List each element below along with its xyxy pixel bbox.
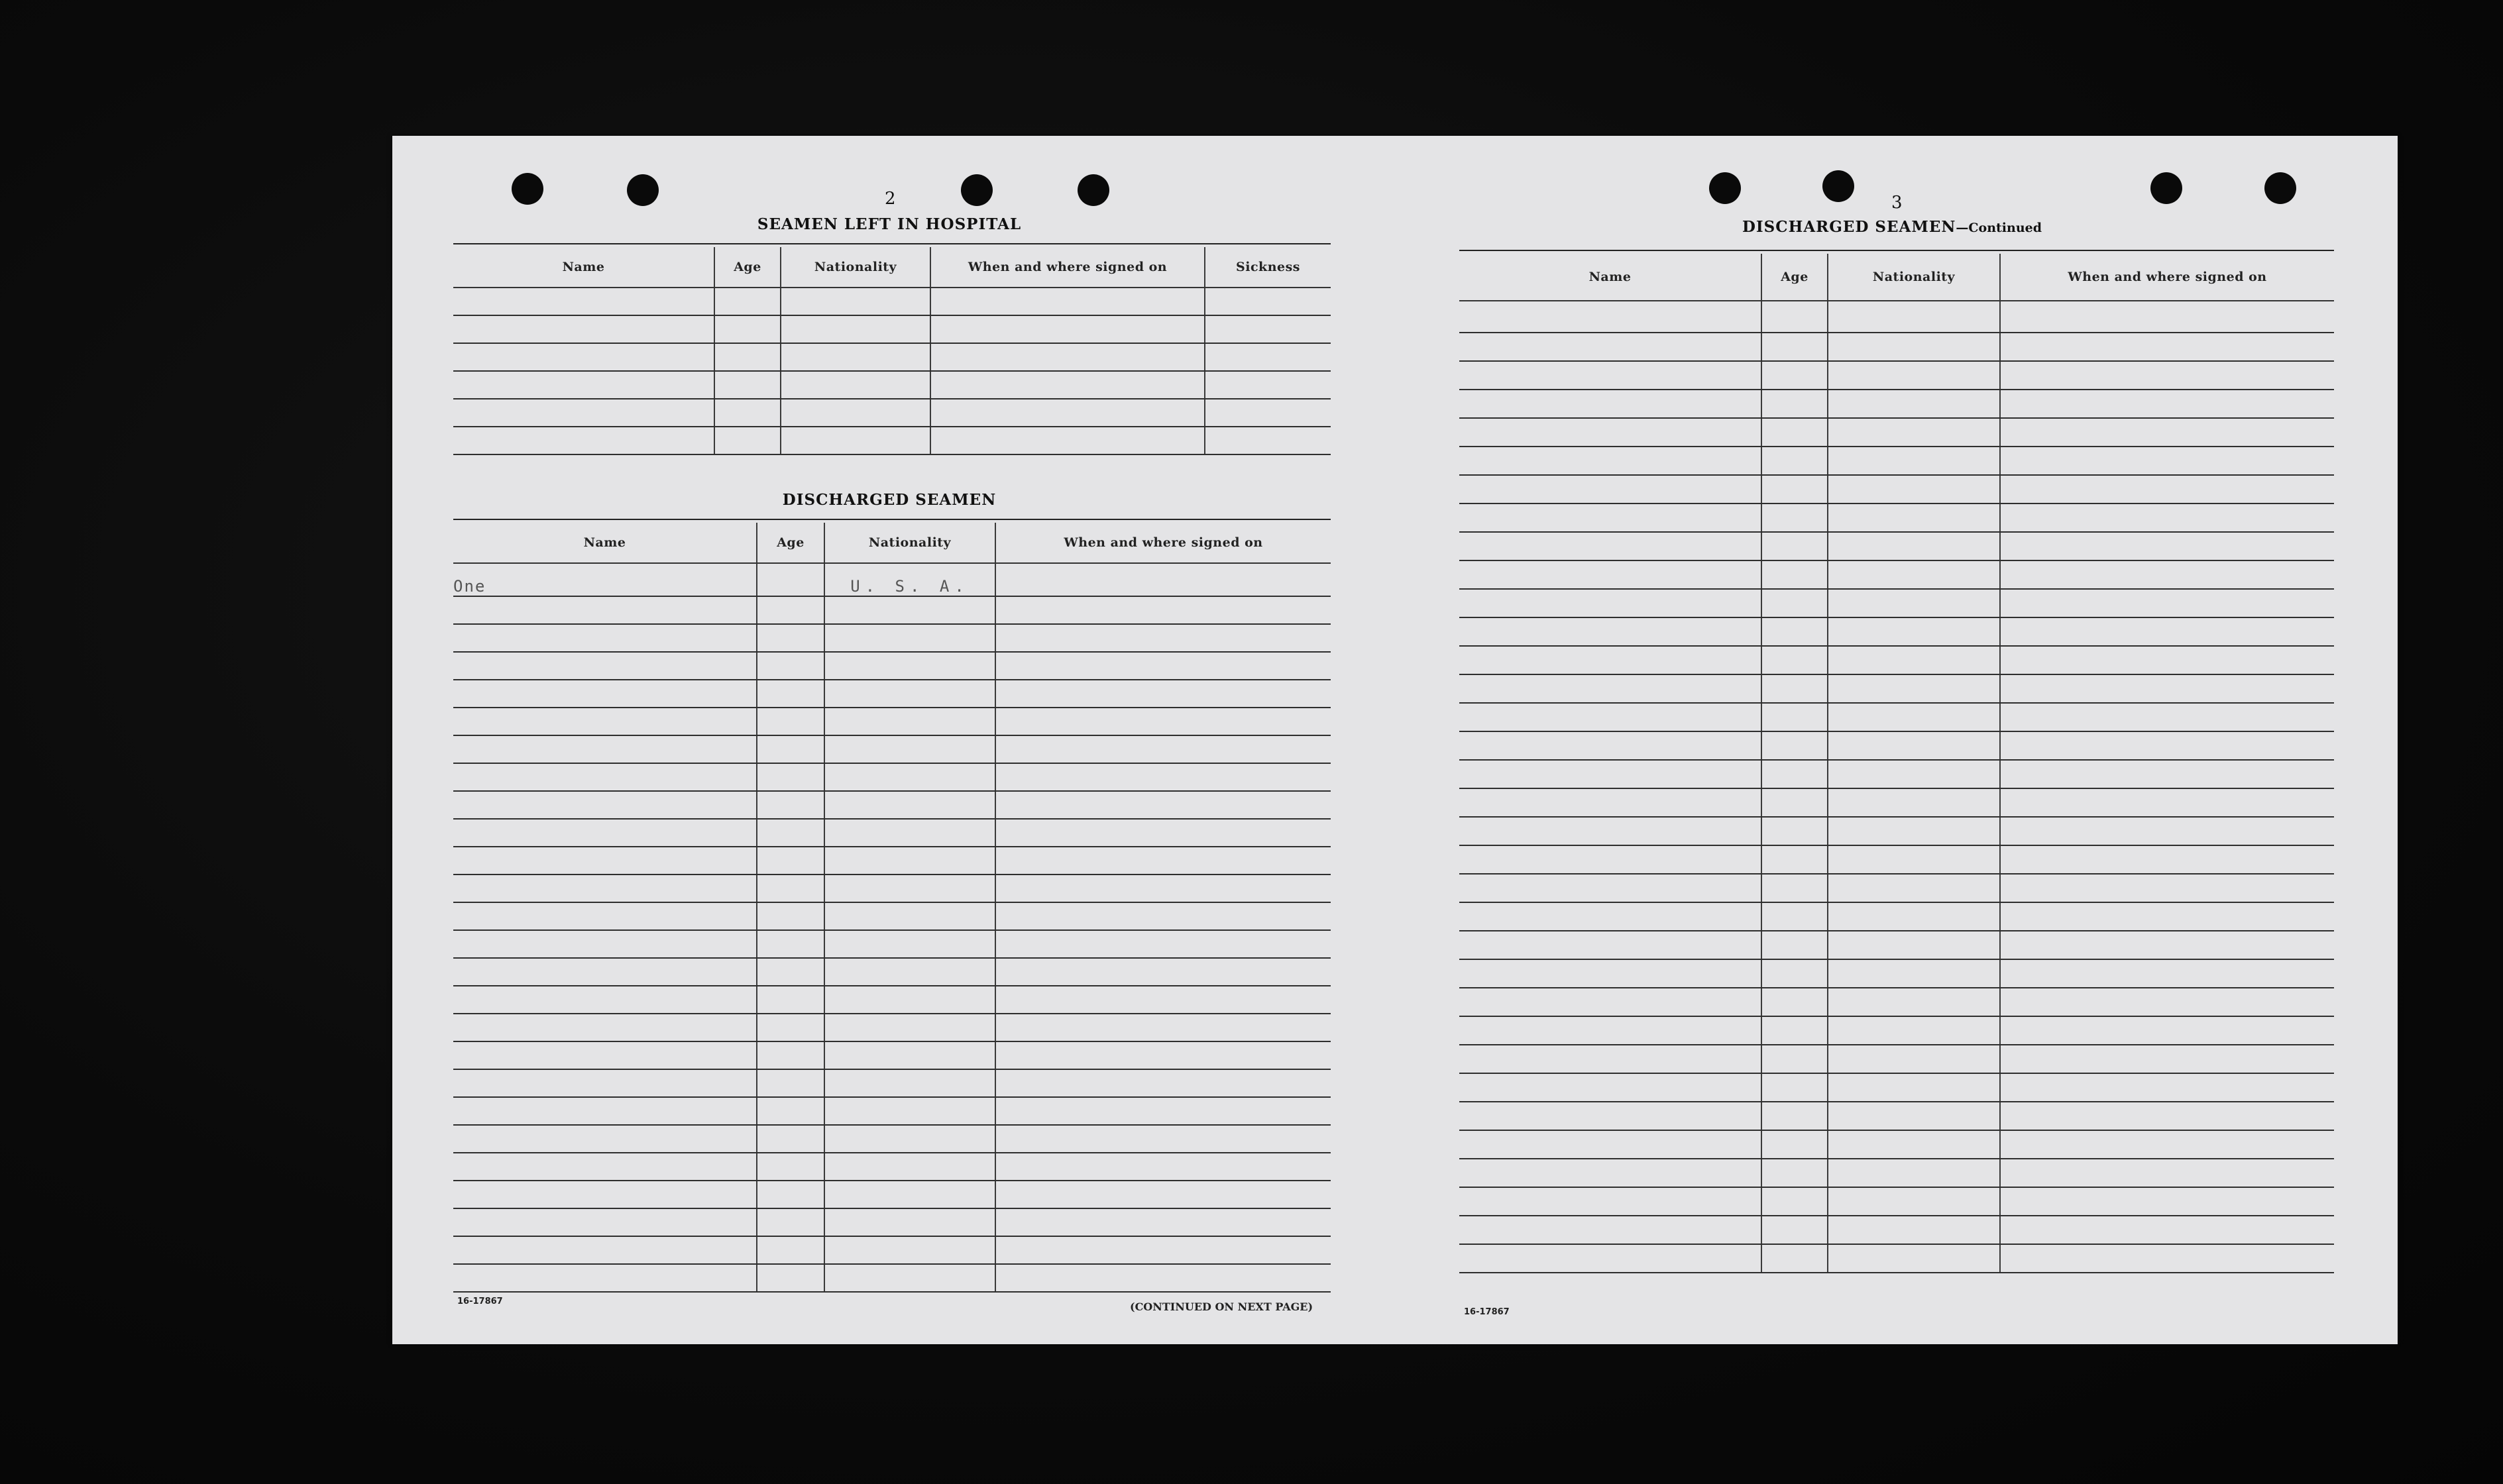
column-header-age: Age (1761, 254, 1828, 301)
table-row (453, 596, 1331, 624)
table-row (453, 563, 1331, 596)
table-header-row (1459, 254, 2334, 301)
punch-hole-icon (1078, 174, 1109, 206)
manifest-sheet (392, 136, 2398, 1344)
column-header-age: Age (757, 523, 824, 563)
table-row (1459, 959, 2334, 988)
table-row (453, 958, 1331, 986)
table-row (1459, 902, 2334, 931)
seaman-name-cell: One (453, 563, 757, 596)
table-row (453, 902, 1331, 930)
table-row (1459, 333, 2334, 361)
table-row (453, 1264, 1331, 1292)
table-row (453, 986, 1331, 1014)
table-row (1459, 1244, 2334, 1273)
table-row (453, 930, 1331, 958)
table-row (1459, 532, 2334, 560)
form-number-right: 16-17867 (1464, 1307, 1510, 1317)
discharged-section-title: DISCHARGED SEAMEN (782, 491, 997, 509)
table-row (453, 1069, 1331, 1097)
punch-hole-icon (1709, 172, 1741, 204)
divider (1459, 250, 2334, 251)
table-row (453, 1041, 1331, 1069)
form-number-left: 16-17867 (457, 1297, 503, 1306)
table-row (1459, 560, 2334, 589)
table-row (1459, 931, 2334, 959)
discharged-continued-title-suffix: —Continued (1956, 221, 2042, 235)
table-row (1459, 788, 2334, 817)
divider (453, 243, 1331, 244)
hospital-table (453, 247, 1331, 455)
table-row (453, 1236, 1331, 1264)
table-row (453, 680, 1331, 708)
table-row (453, 1208, 1331, 1236)
column-header-name: Name (453, 523, 757, 563)
table-row (1459, 703, 2334, 731)
table-row (453, 847, 1331, 874)
table-row (1459, 731, 2334, 760)
column-header-nationality: Nationality (781, 247, 930, 288)
seaman-age-cell (757, 563, 824, 596)
table-row (1459, 760, 2334, 788)
discharged-continued-title-main: DISCHARGED SEAMEN (1742, 218, 1956, 236)
table-row (1459, 1073, 2334, 1102)
table-row (1459, 1016, 2334, 1045)
table-row (453, 1125, 1331, 1153)
column-header-nationality: Nationality (824, 523, 995, 563)
table-row (1459, 988, 2334, 1016)
table-row (1459, 1102, 2334, 1130)
column-header-signed-on: When and where signed on (930, 247, 1205, 288)
table-row (1459, 674, 2334, 703)
table-row (1459, 617, 2334, 646)
table-header-row (453, 523, 1331, 563)
seaman-nationality-cell: U. S. A. (824, 563, 995, 596)
table-row (453, 819, 1331, 847)
column-header-sickness: Sickness (1205, 247, 1331, 288)
table-row (1459, 1045, 2334, 1073)
table-row (453, 315, 1331, 343)
column-header-age: Age (714, 247, 781, 288)
divider (453, 519, 1331, 520)
punch-hole-icon (2150, 172, 2182, 204)
punch-hole-icon (2264, 172, 2296, 204)
table-row (1459, 1216, 2334, 1244)
table-row (1459, 447, 2334, 475)
table-row (1459, 845, 2334, 874)
table-row (1459, 817, 2334, 845)
table-header-row (453, 247, 1331, 288)
continued-note: (CONTINUED ON NEXT PAGE) (1130, 1300, 1313, 1313)
table-row (1459, 874, 2334, 902)
table-row (1459, 589, 2334, 617)
table-row (453, 399, 1331, 427)
table-row (1459, 361, 2334, 390)
discharged-continued-title (1386, 218, 2398, 236)
table-row (453, 791, 1331, 819)
page-number-right: 3 (1891, 193, 1903, 213)
column-header-name: Name (1459, 254, 1761, 301)
table-row (453, 1014, 1331, 1041)
table-row (453, 343, 1331, 371)
discharged-table (453, 523, 1331, 1293)
table-row (453, 371, 1331, 399)
column-header-signed-on: When and where signed on (2000, 254, 2334, 301)
discharged-continued-table (1459, 254, 2334, 1273)
table-row (1459, 475, 2334, 504)
table-row (453, 1153, 1331, 1181)
table-row (1459, 1187, 2334, 1216)
table-row (1459, 390, 2334, 418)
punch-hole-icon (1822, 170, 1854, 202)
column-header-name: Name (453, 247, 714, 288)
table-row (1459, 646, 2334, 674)
table-row (453, 1097, 1331, 1125)
seaman-signed-on-cell (995, 563, 1331, 596)
table-row (1459, 301, 2334, 333)
table-row (1459, 504, 2334, 532)
table-row (453, 1181, 1331, 1208)
table-row (453, 288, 1331, 315)
table-row (453, 652, 1331, 680)
table-row (453, 763, 1331, 791)
table-row (453, 874, 1331, 902)
punch-hole-icon (627, 174, 659, 206)
table-row (453, 708, 1331, 735)
column-header-signed-on: When and where signed on (995, 523, 1331, 563)
table-row (1459, 418, 2334, 447)
punch-hole-icon (512, 173, 543, 205)
column-header-nationality: Nationality (1828, 254, 2000, 301)
table-row (1459, 1130, 2334, 1159)
punch-hole-icon (961, 174, 993, 206)
hospital-section-title: SEAMEN LEFT IN HOSPITAL (757, 215, 1022, 233)
table-row (1459, 1159, 2334, 1187)
table-row (453, 735, 1331, 763)
table-row (453, 624, 1331, 652)
page-number-left: 2 (885, 189, 896, 209)
table-row (453, 427, 1331, 454)
